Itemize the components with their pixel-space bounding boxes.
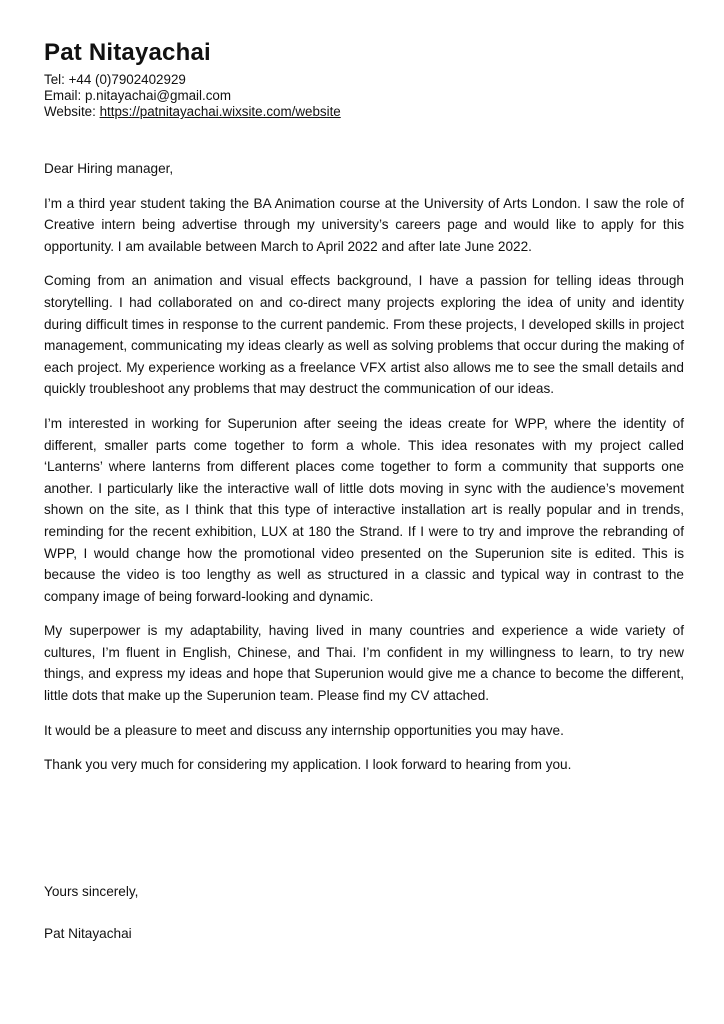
phone-label: Tel: [44, 72, 65, 87]
paragraph-background: Coming from an animation and visual effects background, I have a passion for telling ideas through storytelling. I had collaborated on and co-direct many projects exploring the idea of unity and identity during difficult times in response to the current pandemic. From these projects, I developed skills in project management, communicating my ideas clearly as well as solving problems that occur during the making of each project. My experience working as a freelance VFX artist also allows me to see the small details and quickly troubleshoot any problems that may destruct the communication of our ideas. [44, 273, 684, 397]
sender-name: Pat Nitayachai [44, 39, 211, 66]
letter-closing [44, 881, 138, 964]
website-label: Website: [44, 104, 96, 119]
paragraph-interest: I’m interested in working for Superunion after seeing the ideas create for WPP, where the identity of different, smaller parts come together to form a whole. This idea resonates with my project called ‘Lanterns’ where lanterns from different places come together to form a community that supports one another. I particularly like the interactive wall of little dots moving in sync with the audience’s movement shown on the site, as I think that this type of interactive installation art is really popular and in trends, reminding for the recent exhibition, LUX at 180 the Strand. If I were to try and improve the rebranding of WPP, I would change how the promotional video presented on the Superunion site is edited. This is because the video is too lengthy as well as structured in a classic and typical way in contrast to the company image of being forward-looking and dynamic. [44, 415, 684, 604]
email-address: p.nitayachai@gmail.com [84, 88, 232, 103]
phone-number: +44 (0)7902402929 [68, 72, 186, 87]
paragraph-intro: I’m a third year student taking the BA Animation course at the University of Arts London. I saw the role of Creative intern being advertise through my university’s careers page and would like to apply for this opportunity. I am available between March to April 2022 and after late June 2022. [44, 195, 684, 254]
website-link[interactable]: https://patnitayachai.wixsite.com/website [99, 104, 341, 119]
signoff: Yours sincerely, [44, 884, 139, 899]
letter-body [44, 158, 684, 789]
paragraph-meeting: It would be a pleasure to meet and discuss any internship opportunities you may have. [44, 722, 564, 738]
letter-header [44, 38, 684, 120]
email-label: Email: [44, 88, 82, 103]
paragraph-superpower: My superpower is my adaptability, having lived in many countries and experience a wide variety of cultures, I’m fluent in English, Chinese, and Thai. I’m confident in my willingness to learn, to try new things, and express my ideas and hope that Superunion would give me a chance to become the different, little dots that make up the Superunion team. Please find my CV attached. [44, 623, 684, 704]
website-line [44, 104, 684, 120]
signature: Pat Nitayachai [44, 925, 132, 941]
email-line [44, 88, 684, 104]
salutation: Dear Hiring manager, [44, 161, 174, 176]
paragraph-thanks: Thank you very much for considering my application. I look forward to hearing from you. [44, 757, 572, 773]
phone-line [44, 72, 684, 88]
